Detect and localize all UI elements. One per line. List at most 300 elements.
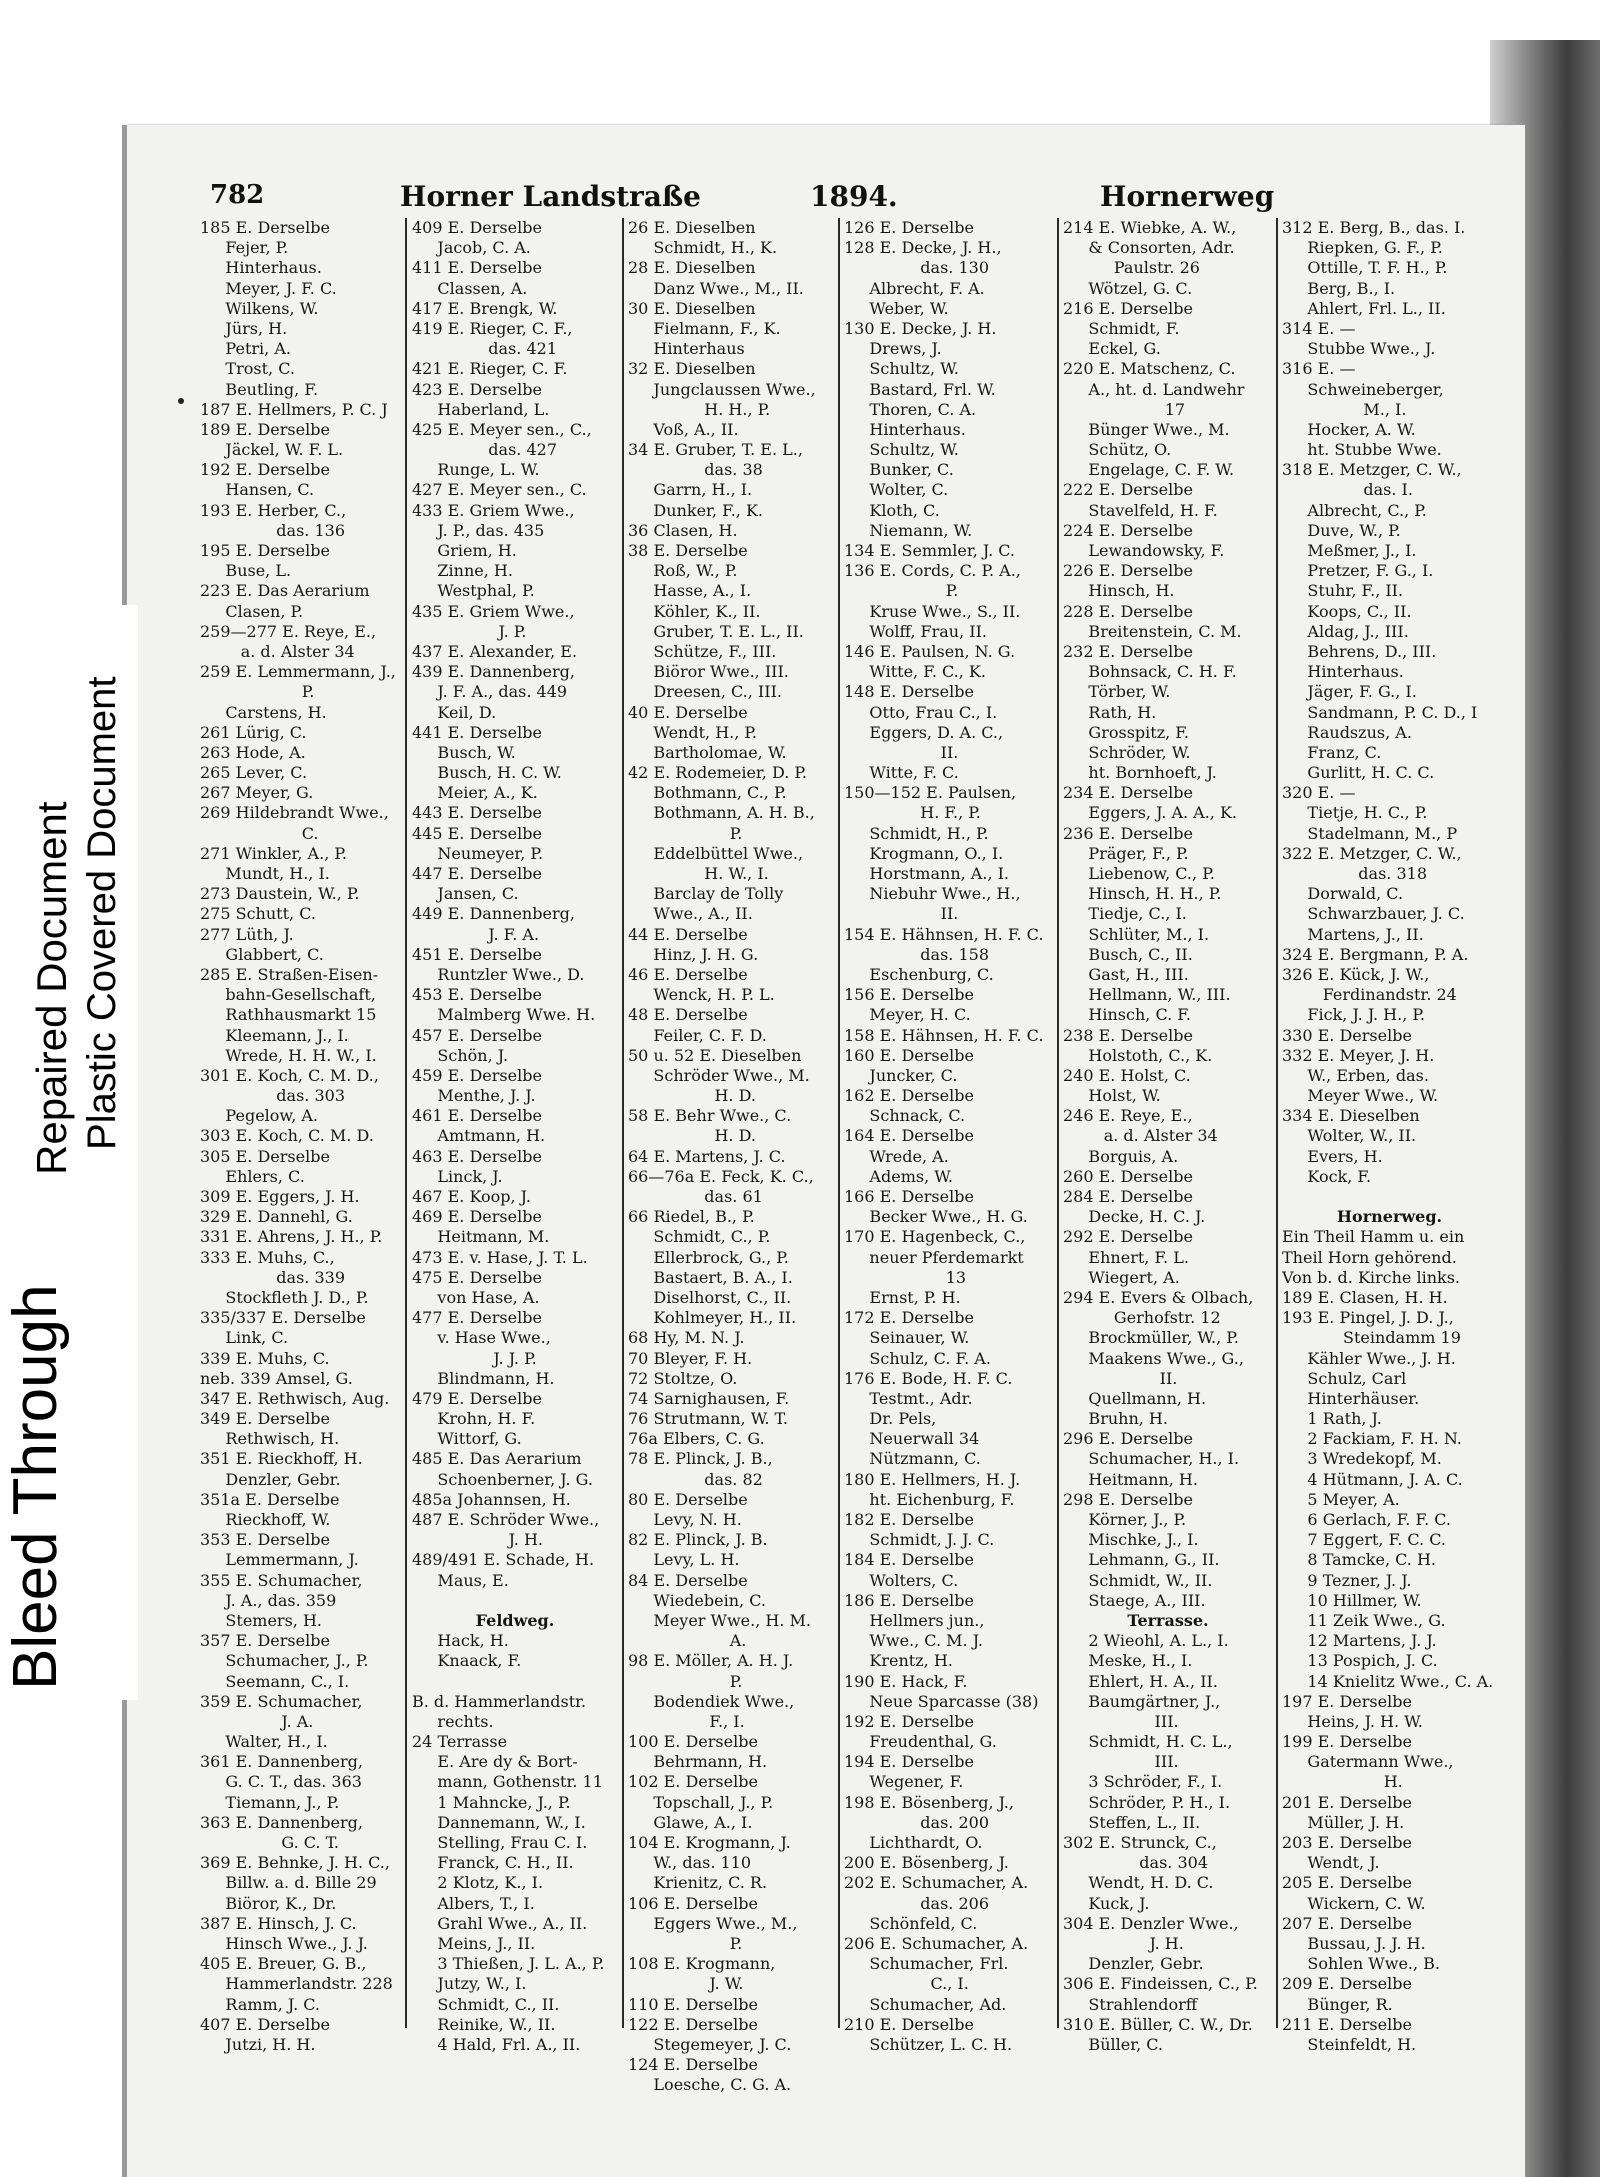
directory-entry-line: II.: [844, 904, 959, 924]
directory-entry-line: Lewandowsky, F.: [1063, 541, 1225, 560]
plastic-covered-label: Plastic Covered Document: [80, 676, 124, 1150]
directory-entry-line: Brockmüller, W., P.: [1063, 1328, 1239, 1348]
directory-entry-line: Petri, A.: [200, 339, 291, 359]
directory-entry-line: Schoenberner, J. G.: [412, 1469, 593, 1489]
directory-entry-line: B. d. Hammerlandstr.: [412, 1691, 587, 1711]
directory-entry-line: 195 E. Derselbe: [200, 541, 330, 560]
directory-entry-line: H. D.: [628, 1126, 756, 1146]
directory-entry-line: Krogmann, O., I.: [844, 843, 1004, 863]
directory-entry-line: 106 E. Derselbe: [628, 1893, 758, 1913]
directory-entry-line: Barclay de Tolly: [628, 884, 784, 904]
directory-entry-line: Knaack, F.: [412, 1651, 522, 1671]
directory-entry-line: 17: [1063, 399, 1186, 419]
directory-entry-line: II.: [844, 742, 959, 762]
directory-entry-line: Danz Wwe., M., II.: [628, 278, 804, 298]
directory-entry-line: C.: [200, 823, 319, 843]
directory-entry-line: Schmidt, H., P.: [844, 823, 989, 843]
directory-entry-line: Schütz, O.: [1063, 440, 1172, 460]
directory-entry-line: 222 E. Derselbe: [1063, 480, 1193, 500]
directory-entry-line: Amtmann, H.: [412, 1126, 546, 1146]
directory-entry-line: 154 E. Hähnsen, H. F. C.: [844, 924, 1044, 944]
directory-entry-line: 189 E. Clasen, H. H.: [1282, 1287, 1448, 1307]
directory-entry-line: 202 E. Schumacher, A.: [844, 1873, 1029, 1893]
directory-entry-line: Reinike, W., II.: [412, 2014, 556, 2034]
directory-entry-line: 1 Rath, J.: [1282, 1409, 1382, 1429]
directory-entry-line: 36 Clasen, H.: [628, 520, 738, 540]
directory-entry-line: 186 E. Derselbe: [844, 1590, 974, 1610]
directory-entry-line: 447 E. Derselbe: [412, 864, 542, 883]
directory-entry-line: 198 E. Bösenberg, J.,: [844, 1792, 1014, 1812]
directory-entry-line: Ramm, J. C.: [200, 1994, 320, 2014]
directory-entry-line: 349 E. Derselbe: [200, 1409, 330, 1429]
directory-entry-line: Glabbert, C.: [200, 944, 324, 964]
directory-entry-line: Eggers Wwe., M.,: [628, 1913, 798, 1933]
directory-entry-line: 156 E. Derselbe: [844, 985, 974, 1005]
directory-entry-line: Rethwisch, H.: [200, 1429, 340, 1449]
directory-entry-line: Körner, J., P.: [1063, 1510, 1187, 1529]
directory-entry-line: 335/337 E. Derselbe: [200, 1308, 366, 1328]
directory-entry-line: 193 E. Pingel, J. D. J.,: [1282, 1308, 1454, 1328]
directory-entry-line: 210 E. Derselbe: [844, 2014, 974, 2034]
directory-entry-line: 205 E. Derselbe: [1282, 1873, 1412, 1893]
directory-entry-line: Albrecht, C., P.: [1282, 500, 1427, 520]
directory-entry-line: 216 E. Derselbe: [1063, 298, 1193, 318]
directory-entry-line: 437 E. Alexander, E.: [412, 641, 578, 661]
directory-entry-line: 24 Terrasse: [412, 1732, 508, 1752]
directory-entry-line: 419 E. Rieger, C. F.,: [412, 318, 573, 338]
directory-entry-line: Heitmann, M.: [412, 1227, 550, 1247]
directory-entry-line: 203 E. Derselbe: [1282, 1833, 1412, 1852]
directory-entry-line: 363 E. Dannenberg,: [200, 1812, 363, 1832]
directory-entry-line: Ottille, T. F. H., P.: [1282, 258, 1448, 278]
directory-entry-line: Schmidt, C., P.: [628, 1227, 771, 1247]
directory-entry-line: 48 E. Derselbe: [628, 1005, 748, 1025]
directory-entry-line: 306 E. Findeissen, C., P.: [1063, 1974, 1258, 1994]
directory-entry-line: 357 E. Derselbe: [200, 1631, 330, 1651]
directory-entry-line: J. F. A., das. 449: [412, 682, 568, 702]
directory-entry-line: Eggers, D. A. C.,: [844, 722, 1004, 742]
directory-entry-line: Keil, D.: [412, 702, 497, 722]
directory-entry-line: 425 E. Meyer sen., C.,: [412, 419, 592, 439]
directory-entry-line: Kleemann, J., I.: [200, 1025, 349, 1045]
directory-entry-line: 207 E. Derselbe: [1282, 1913, 1412, 1933]
directory-entry-line: Neuerwall 34: [844, 1429, 980, 1449]
directory-entry-line: 318 E. Metzger, C. W.,: [1282, 460, 1462, 480]
directory-entry-line: Hansen, C.: [200, 480, 315, 500]
directory-entry-line: 189 E. Derselbe: [200, 419, 330, 439]
repaired-document-label: Repaired Document: [28, 801, 75, 1175]
directory-entry-line: das. 427: [412, 440, 557, 460]
directory-entry-line: J. J. P.: [412, 1348, 537, 1368]
directory-entry-line: Rath, H.: [1063, 702, 1157, 722]
directory-entry-line: III.: [1063, 1752, 1179, 1772]
directory-entry-line: 2 Fackiam, F. H. N.: [1282, 1429, 1462, 1449]
directory-entry-line: 146 E. Paulsen, N. G.: [844, 641, 1016, 661]
directory-entry-line: Juncker, C.: [844, 1065, 958, 1085]
directory-entry-line: 265 Lever, C.: [200, 763, 308, 783]
directory-entry-line: Schumacher, H., I.: [1063, 1449, 1240, 1469]
directory-entry-line: 74 Sarnighausen, F.: [628, 1388, 790, 1408]
directory-entry-line: H. H., P.: [628, 399, 771, 419]
directory-entry-line: Schultz, W.: [844, 440, 959, 460]
directory-entry-line: Heins, J. H. W.: [1282, 1711, 1423, 1731]
page-number: 782: [210, 180, 265, 210]
directory-entry-line: 164 E. Derselbe: [844, 1126, 974, 1146]
directory-entry-line: 324 E. Bergmann, P. A.: [1282, 944, 1469, 964]
directory-entry-line: 9 Tezner, J. J.: [1282, 1570, 1412, 1590]
directory-entry-line: Bruhn, H.: [1063, 1409, 1168, 1429]
directory-entry-line: das. 318: [1282, 864, 1427, 883]
directory-entry-line: 176 E. Bode, H. F. C.: [844, 1368, 1013, 1388]
directory-entry-line: Schröder, W.: [1063, 742, 1191, 762]
directory-entry-line: 301 E. Koch, C. M. D.,: [200, 1065, 379, 1085]
directory-entry-line: Decke, H. C. J.: [1063, 1207, 1206, 1227]
directory-entry-line: Borguis, A.: [1063, 1146, 1179, 1166]
directory-entry-line: Wwe., A., II.: [628, 904, 753, 924]
directory-entry-line: 275 Schutt, C.: [200, 904, 316, 924]
directory-entry-line: Kruse Wwe., S., II.: [844, 601, 1021, 621]
directory-entry-line: Ein Theil Hamm u. ein: [1282, 1227, 1465, 1247]
directory-entry-line: 34 E. Gruber, T. E. L.,: [628, 440, 803, 460]
directory-entry-line: 329 E. Dannehl, G.: [200, 1207, 353, 1227]
directory-entry-line: 194 E. Derselbe: [844, 1752, 974, 1772]
directory-entry-line: 13: [844, 1267, 967, 1287]
directory-entry-line: G. C. T., das. 363: [200, 1772, 362, 1792]
directory-entry-line: 223 E. Das Aerarium: [200, 581, 370, 601]
directory-entry-line: Strahlendorff: [1063, 1994, 1198, 2014]
directory-entry-line: Krentz, H.: [844, 1651, 953, 1671]
directory-entry-line: Runge, L. W.: [412, 460, 540, 480]
directory-entry-line: Biöror, K., Dr.: [200, 1893, 337, 1913]
directory-entry-line: Fick, J. J. H., P.: [1282, 1005, 1425, 1025]
directory-entry-line: 110 E. Derselbe: [628, 1994, 758, 2014]
directory-entry-line: Fejer, P.: [200, 238, 289, 258]
directory-entry-line: Bodendiek Wwe.,: [628, 1691, 795, 1711]
directory-entry-line: Malmberg Wwe. H.: [412, 1005, 596, 1025]
directory-entry-line: 240 E. Holst, C.: [1063, 1065, 1191, 1085]
directory-entry-line: Maus, E.: [412, 1570, 509, 1590]
directory-entry-line: 211 E. Derselbe: [1282, 2014, 1412, 2034]
directory-entry-line: 443 E. Derselbe: [412, 803, 542, 823]
directory-entry-line: Pretzer, F. G., I.: [1282, 561, 1434, 581]
directory-entry-line: Busch, W.: [412, 742, 516, 762]
directory-entry-line: Krienitz, C. R.: [628, 1873, 768, 1893]
directory-entry-line: Menthe, J. J.: [412, 1086, 536, 1106]
directory-entry-line: Ellerbrock, G., P.: [628, 1247, 789, 1267]
directory-entry-line: 185 E. Derselbe: [200, 218, 330, 237]
directory-entry-line: Gast, H., III.: [1063, 964, 1189, 984]
directory-entry-line: Clasen, P.: [200, 601, 304, 621]
directory-entry-line: 304 E. Denzler Wwe.,: [1063, 1913, 1239, 1933]
directory-entry-line: Hammerlandstr. 228: [200, 1974, 393, 1994]
directory-entry-line: 326 E. Kück, J. W.,: [1282, 964, 1430, 984]
directory-entry-line: Behrmann, H.: [628, 1752, 768, 1772]
directory-entry-line: P.: [628, 1933, 743, 1953]
directory-entry-line: II.: [1063, 1368, 1178, 1388]
directory-entry-line: J. P., das. 435: [412, 520, 545, 540]
directory-entry-line: 441 E. Derselbe: [412, 722, 542, 742]
directory-entry-line: 475 E. Derselbe: [412, 1267, 542, 1287]
directory-entry-line: Schmidt, C., II.: [412, 1994, 560, 2014]
directory-entry-line: Becker Wwe., H. G.: [844, 1207, 1028, 1227]
directory-entry-line: 411 E. Derselbe: [412, 258, 542, 278]
directory-entry-line: 347 E. Rethwisch, Aug.: [200, 1388, 390, 1408]
directory-entry-line: Büller, C.: [1063, 2034, 1164, 2054]
directory-entry-line: 3 Wredekopf, M.: [1282, 1449, 1442, 1469]
directory-entry-line: das. 136: [200, 520, 345, 540]
directory-entry-line: 192 E. Derselbe: [200, 460, 330, 480]
directory-entry-line: Stockfleth J. D., P.: [200, 1287, 369, 1307]
directory-entry-line: Schmidt, W., II.: [1063, 1570, 1213, 1590]
directory-entry-line: Fielmann, F., K.: [628, 318, 781, 338]
directory-entry-line: 302 E. Strunck, C.,: [1063, 1833, 1217, 1852]
bleed-through-label: Bleed Through: [1, 1284, 70, 1690]
directory-entry-line: rechts.: [412, 1711, 494, 1731]
directory-entry-line: 8 Tamcke, C. H.: [1282, 1550, 1437, 1570]
directory-entry-line: 102 E. Derselbe: [628, 1772, 758, 1792]
directory-entry-line: 469 E. Derselbe: [412, 1207, 542, 1227]
directory-entry-line: Busch, H. C. W.: [412, 763, 562, 783]
directory-entry-line: Berg, B., I.: [1282, 278, 1396, 298]
directory-entry-line: 260 E. Derselbe: [1063, 1166, 1193, 1186]
directory-entry-line: Stubbe Wwe., J.: [1282, 339, 1436, 359]
directory-entry-line: F., I.: [628, 1711, 745, 1731]
directory-entry-line: das. 130: [844, 258, 989, 278]
directory-entry-line: 68 Hy, M. N. J.: [628, 1328, 745, 1348]
directory-entry-line: Paulstr. 26: [1063, 258, 1200, 278]
directory-entry-line: Raudszus, A.: [1282, 722, 1412, 742]
directory-entry-line: 303 E. Koch, C. M. D.: [200, 1126, 374, 1146]
directory-entry-line: Seemann, C., I.: [200, 1671, 350, 1691]
directory-entry-line: Ferdinandstr. 24: [1282, 985, 1457, 1005]
directory-entry-line: Meyer Wwe., H. M.: [628, 1610, 811, 1630]
directory-entry-line: Stuhr, F., II.: [1282, 581, 1404, 601]
directory-entry-line: Sohlen Wwe., B.: [1282, 1954, 1441, 1974]
directory-entry-line: P.: [628, 1671, 743, 1691]
directory-entry-line: Kock, F.: [1282, 1166, 1372, 1186]
directory-entry-line: 3 Schröder, F., I.: [1063, 1772, 1223, 1792]
directory-entry-line: 294 E. Evers & Olbach,: [1063, 1287, 1254, 1307]
directory-entry-line: 58 E. Behr Wwe., C.: [628, 1106, 792, 1126]
directory-entry-line: Dr. Pels,: [844, 1409, 937, 1429]
directory-entry-line: 449 E. Dannenberg,: [412, 904, 575, 924]
directory-entry-line: 28 E. Dieselben: [628, 258, 756, 278]
directory-entry-line: J. H.: [1063, 1933, 1184, 1953]
directory-entry-line: [1282, 1187, 1497, 1207]
directory-entry-line: Wolters, C.: [844, 1570, 959, 1590]
directory-column-3: [628, 218, 834, 2095]
directory-entry-line: Hinterhaus: [628, 339, 745, 359]
directory-entry-line: 320 E. —: [1282, 783, 1356, 803]
directory-entry-line: Schütze, F., III.: [628, 641, 777, 661]
directory-entry-line: Link, C.: [200, 1328, 289, 1348]
directory-entry-line: 269 Hildebrandt Wwe.,: [200, 803, 389, 823]
directory-entry-line: Kähler Wwe., J. H.: [1282, 1348, 1456, 1368]
directory-entry-line: 467 E. Koop, J.: [412, 1187, 531, 1206]
directory-entry-line: Hellmers jun.,: [844, 1610, 985, 1630]
directory-entry-line: das. 339: [200, 1267, 345, 1287]
directory-entry-line: 226 E. Derselbe: [1063, 561, 1193, 581]
directory-entry-line: Martens, J., II.: [1282, 924, 1424, 944]
directory-entry-line: 316 E. —: [1282, 359, 1356, 379]
directory-entry-line: Mischke, J., I.: [1063, 1530, 1199, 1550]
directory-entry-line: 76 Strutmann, W. T.: [628, 1409, 788, 1429]
directory-entry-line: Sandmann, P. C. D., I: [1282, 702, 1478, 722]
directory-entry-line: Niemann, W.: [844, 520, 973, 540]
directory-entry-line: Meins, J., II.: [412, 1933, 536, 1953]
directory-entry-line: 451 E. Derselbe: [412, 944, 542, 964]
directory-entry-line: Jutzi, H. H.: [200, 2034, 316, 2054]
directory-entry-line: Hinsch, H. H., P.: [1063, 884, 1222, 904]
directory-entry-line: 355 E. Schumacher,: [200, 1570, 363, 1590]
directory-entry-line: J. F. A.: [412, 924, 540, 944]
directory-entry-line: Gerhofstr. 12: [1063, 1308, 1221, 1328]
directory-entry-line: 150—152 E. Paulsen,: [844, 783, 1017, 803]
directory-entry-line: Lehmann, G., II.: [1063, 1550, 1220, 1570]
directory-entry-line: Hinterhaus.: [1282, 662, 1404, 682]
directory-entry-line: M., I.: [1282, 399, 1407, 419]
directory-entry-line: Behrens, D., III.: [1282, 641, 1437, 661]
directory-entry-line: Meßmer, J., I.: [1282, 541, 1417, 560]
directory-entry-line: Engelage, C. F. W.: [1063, 460, 1235, 480]
directory-entry-line: Breitenstein, C. M.: [1063, 621, 1242, 641]
directory-entry-line: Schmidt, F.: [1063, 318, 1180, 338]
directory-entry-line: Hasse, A., I.: [628, 581, 752, 601]
directory-entry-line: Hinsch Wwe., J. J.: [200, 1933, 368, 1953]
directory-entry-line: 166 E. Derselbe: [844, 1187, 974, 1206]
directory-entry-line: 435 E. Griem Wwe.,: [412, 601, 575, 621]
directory-entry-line: Bastaert, B. A., I.: [628, 1267, 793, 1287]
directory-entry-line: Runtzler Wwe., D.: [412, 964, 585, 984]
directory-entry-line: J. P.: [412, 621, 527, 641]
directory-entry-line: neb. 339 Amsel, G.: [200, 1368, 353, 1388]
directory-entry-line: III.: [1063, 1711, 1179, 1731]
directory-entry-line: 66 Riedel, B., P.: [628, 1207, 755, 1227]
directory-entry-line: Neumeyer, P.: [412, 843, 544, 863]
directory-entry-line: Buse, L.: [200, 561, 292, 581]
directory-entry-line: Hack, H.: [412, 1631, 509, 1651]
directory-entry-line: 359 E. Schumacher,: [200, 1691, 363, 1711]
directory-entry-line: 298 E. Derselbe: [1063, 1489, 1193, 1509]
directory-entry-line: Jansen, C.: [412, 884, 519, 904]
directory-entry-line: Schmidt, H. C. L.,: [1063, 1732, 1233, 1752]
directory-entry-line: H. W., I.: [628, 864, 769, 883]
directory-entry-line: 228 E. Derselbe: [1063, 601, 1193, 621]
directory-entry-line: Törber, W.: [1063, 682, 1171, 702]
directory-entry-line: 339 E. Muhs, C.: [200, 1348, 330, 1368]
directory-entry-line: Pegelow, A.: [200, 1106, 319, 1126]
directory-entry-line: Hocker, A. W.: [1282, 419, 1416, 439]
directory-entry-line: Grosspitz, F.: [1063, 722, 1189, 742]
directory-entry-line: 44 E. Derselbe: [628, 924, 748, 944]
directory-entry-line: 158 E. Hähnsen, H. F. C.: [844, 1025, 1044, 1045]
directory-entry-line: 220 E. Matschenz, C.: [1063, 359, 1236, 379]
directory-entry-line: Hinsch, C. F.: [1063, 1005, 1191, 1025]
directory-entry-line: 479 E. Derselbe: [412, 1388, 542, 1408]
directory-entry-line: das. 303: [200, 1086, 345, 1106]
directory-entry-line: 182 E. Derselbe: [844, 1510, 974, 1529]
directory-entry-line: Niebuhr Wwe., H.,: [844, 884, 1021, 904]
directory-entry-line: J. W.: [628, 1974, 744, 1994]
directory-entry-line: Rieckhoff, W.: [200, 1510, 331, 1529]
directory-entry-line: 259—277 E. Reye, E.,: [200, 621, 377, 641]
directory-entry-line: Horstmann, A., I.: [844, 864, 1010, 883]
directory-entry-line: Rathhausmarkt 15: [200, 1005, 377, 1025]
directory-entry-line: Bothmann, A. H. B.,: [628, 803, 815, 823]
directory-entry-line: Steinfeldt, H.: [1282, 2034, 1417, 2054]
directory-entry-line: Grahl Wwe., A., II.: [412, 1913, 588, 1933]
directory-entry-line: Stadelmann, M., P: [1282, 823, 1458, 843]
directory-entry-line: Hinz, J. H. G.: [628, 944, 759, 964]
directory-entry-line: Wwe., C. M. J.: [844, 1631, 983, 1651]
directory-entry-line: Adems, W.: [844, 1166, 953, 1186]
directory-entry-line: 64 E. Martens, J. C.: [628, 1146, 786, 1166]
directory-entry-line: Albrecht, F. A.: [844, 278, 985, 298]
directory-entry-line: Bünger, R.: [1282, 1994, 1393, 2014]
directory-entry-line: Jürs, H.: [200, 318, 288, 338]
directory-entry-line: 473 E. v. Hase, J. T. L.: [412, 1247, 588, 1267]
directory-entry-line: 361 E. Dannenberg,: [200, 1752, 363, 1772]
directory-entry-line: Koops, C., II.: [1282, 601, 1412, 621]
directory-entry-line: Köhler, K., II.: [628, 601, 761, 621]
directory-entry-line: Classen, A.: [412, 278, 528, 298]
directory-entry-line: E. Are dy & Bort-: [412, 1752, 578, 1772]
directory-entry-line: Meske, H., I.: [1063, 1651, 1193, 1671]
directory-entry-line: 66—76a E. Feck, K. C.,: [628, 1166, 814, 1186]
directory-entry-line: 2 Klotz, K., I.: [412, 1873, 544, 1893]
directory-entry-line: 134 E. Semmler, J. C.: [844, 541, 1015, 560]
directory-column-5: [1063, 218, 1273, 2054]
directory-entry-line: Otto, Frau C., I.: [844, 702, 998, 722]
directory-column-4: [844, 218, 1054, 2054]
directory-entry-line: 180 E. Hellmers, H. J.: [844, 1469, 1021, 1489]
directory-entry-line: Biöror Wwe., III.: [628, 662, 789, 682]
directory-entry-line: 12 Martens, J. J.: [1282, 1631, 1437, 1651]
directory-entry-line: das. 158: [844, 944, 989, 964]
directory-entry-line: Terrasse.: [1127, 1610, 1209, 1630]
directory-entry-line: 38 E. Derselbe: [628, 541, 748, 560]
directory-entry-line: 263 Hode, A.: [200, 742, 306, 762]
directory-entry-line: A., ht. d. Landwehr: [1063, 379, 1245, 399]
directory-entry-line: 193 E. Herber, C.,: [200, 500, 347, 520]
directory-entry-line: 187 E. Hellmers, P. C. J: [200, 399, 388, 419]
directory-entry-line: 405 E. Breuer, G. B.,: [200, 1954, 367, 1974]
directory-entry-line: Meyer Wwe., W.: [1282, 1086, 1439, 1106]
directory-entry-line: Bartholomae, W.: [628, 742, 787, 762]
directory-entry-line: 84 E. Derselbe: [628, 1570, 748, 1590]
directory-entry-line: 3 Thießen, J. L. A., P.: [412, 1954, 605, 1974]
directory-entry-line: bahn-Gesellschaft,: [200, 985, 376, 1005]
directory-entry-line: Denzler, Gebr.: [200, 1469, 341, 1489]
directory-entry-line: Blindmann, H.: [412, 1368, 555, 1388]
directory-entry-line: G. C. T.: [200, 1833, 340, 1852]
directory-entry-line: W., Erben, das.: [1282, 1065, 1429, 1085]
ink-dot: [178, 398, 184, 404]
directory-entry-line: 136 E. Cords, C. P. A.,: [844, 561, 1021, 581]
directory-entry-line: Meyer, J. F. C.: [200, 278, 337, 298]
directory-entry-line: 72 Stoltze, O.: [628, 1368, 738, 1388]
directory-entry-line: Krohn, H. F.: [412, 1409, 536, 1429]
directory-entry-line: 104 E. Krogmann, J.: [628, 1833, 791, 1852]
directory-entry-line: 100 E. Derselbe: [628, 1732, 758, 1752]
directory-entry-line: 172 E. Derselbe: [844, 1308, 974, 1328]
directory-entry-line: Kloth, C.: [844, 500, 940, 520]
directory-entry-line: 32 E. Dieselben: [628, 359, 756, 379]
directory-entry-line: 14 Knielitz Wwe., C. A.: [1282, 1671, 1494, 1691]
directory-entry-line: Seinauer, W.: [844, 1328, 970, 1348]
directory-entry-line: Steffen, L., II.: [1063, 1812, 1201, 1832]
directory-entry-line: Eggers, J. A. A., K.: [1063, 803, 1238, 823]
